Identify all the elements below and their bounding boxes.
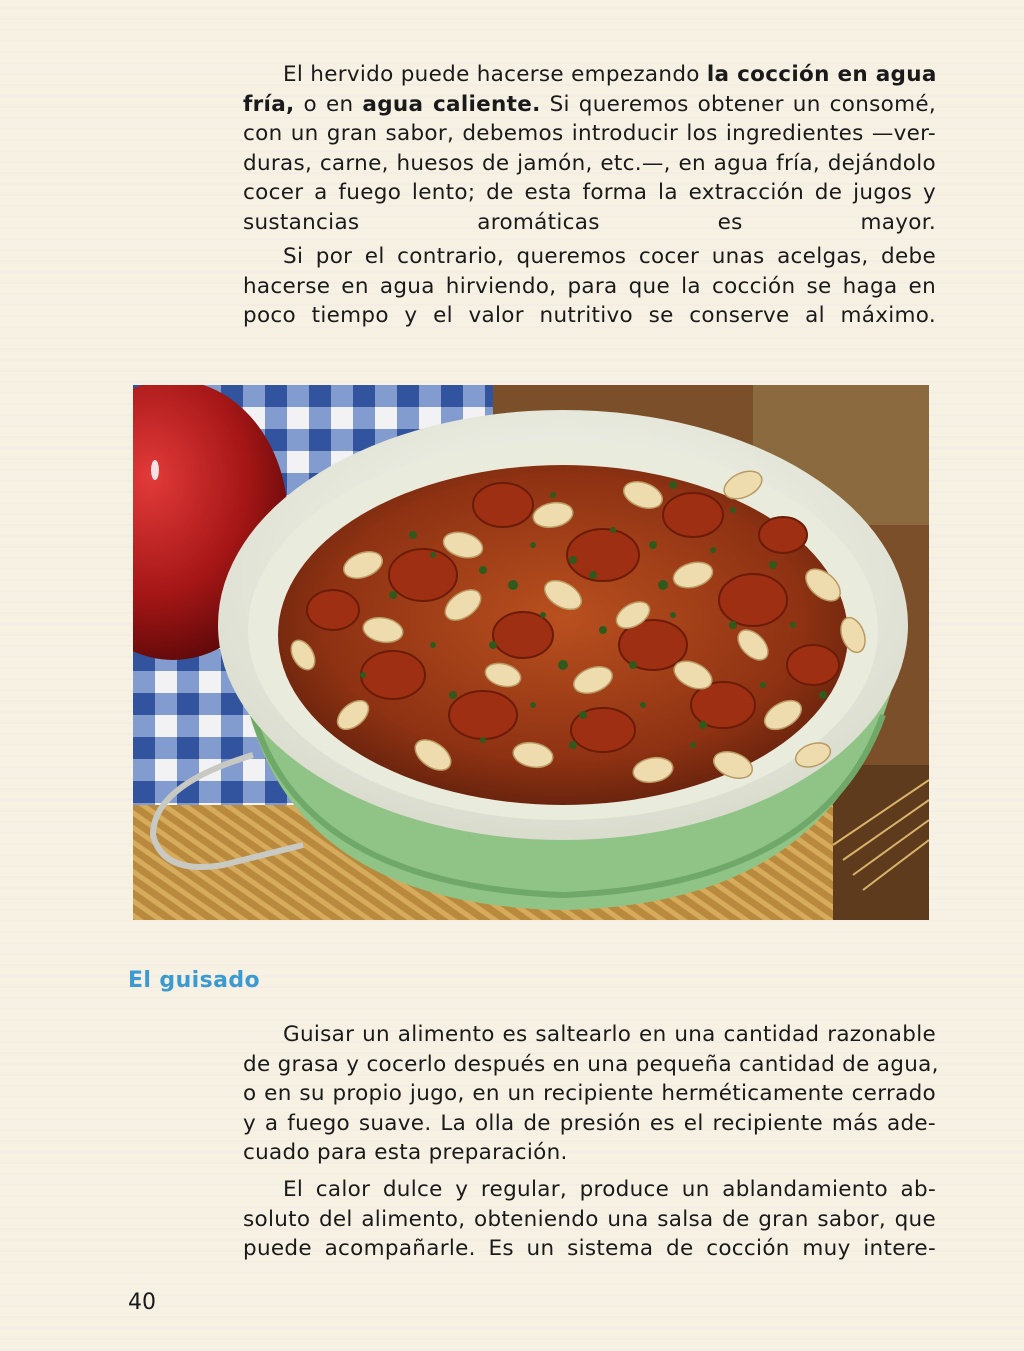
paragraph-hervido [243, 60, 936, 238]
text-line: El calor dulce y regular, produce un ablandamiento ab- [283, 1177, 936, 1202]
text-line: con un gran sabor, debemos introducir los ingredientes —ver- [243, 121, 936, 147]
stew-illustration [133, 385, 929, 920]
text-line: cuado para esta preparación. [243, 1140, 568, 1166]
text-line: Guisar un alimento es saltearlo en una cantidad razonable [283, 1022, 936, 1047]
text-line: sustancias aromáticas es mayor. [243, 209, 936, 235]
text-line: cocer a fuego lento; de esta forma la extracción de jugos y [243, 180, 936, 206]
text-line: fría, o en agua caliente. Si queremos obtener un consomé, [243, 91, 937, 117]
text-line: Si por el contrario, queremos cocer unas acelgas, debe [283, 244, 936, 269]
text-line: duras, carne, huesos de jamón, etc.—, en agua fría, dejándolo [243, 150, 936, 176]
paragraph-acelgas [243, 242, 936, 331]
text-line: poco tiempo y el valor nutritivo se conserve al máximo. [243, 303, 936, 329]
bold-run: fría, [243, 91, 295, 117]
text-line: puede acompañarle. Es un sistema de cocción muy intere- [243, 1236, 936, 1262]
text-line: El hervido puede hacerse empezando la cocción en agua [283, 62, 937, 87]
text-line: de grasa y cocerlo después en una pequeña cantidad de agua, [243, 1051, 939, 1077]
bold-run: la cocción en agua [706, 62, 937, 87]
bold-run: agua caliente. [362, 91, 541, 117]
paragraph-calor [243, 1175, 936, 1264]
stew-photo [133, 385, 929, 920]
section-heading-guisado: El guisado [128, 968, 260, 993]
text-line: soluto del alimento, obteniendo una salsa de gran sabor, que [243, 1206, 936, 1232]
text-line: y a fuego suave. La olla de presión es el recipiente más ade- [243, 1110, 936, 1136]
text-line: hacerse en agua hirviendo, para que la cocción se haga en [243, 273, 936, 299]
paragraph-guisar [243, 1020, 939, 1168]
page-number: 40 [128, 1290, 156, 1315]
text-line: o en su propio jugo, en un recipiente herméticamente cerrado [243, 1081, 936, 1107]
